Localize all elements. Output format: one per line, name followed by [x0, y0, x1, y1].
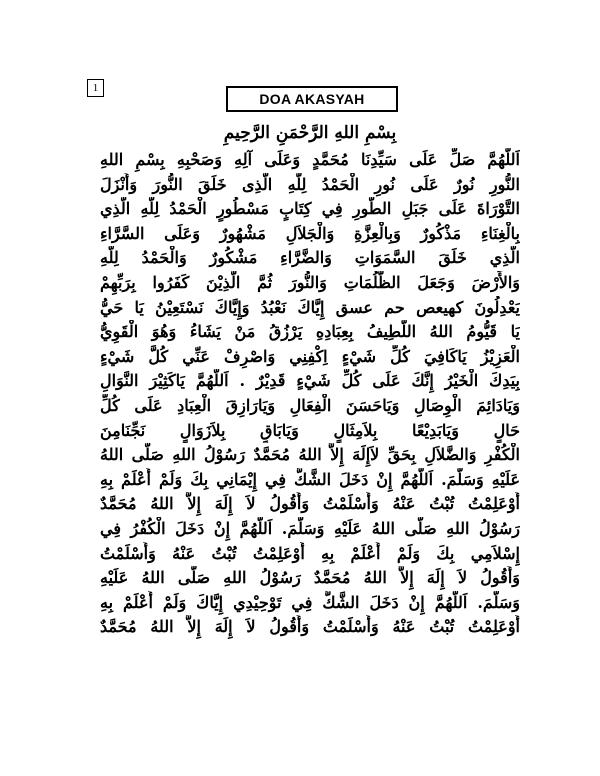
prayer-line: الْعَزِيْزُ يَاكَافِيَ كُلِّ شَيْءٍ اِكْفِنِي وَاصْرِفْ عَنِّي كُلَّ شَيْءٍ [100, 346, 520, 366]
prayer-line: وَسَلَّمَ. اَللَّهُمَّ إِنْ دَخَلَ الشَّكُّ فِي تَوْحِيْدِي إِيَّاكَ وَلَمْ أَعْلَمْ بِهِ [100, 592, 520, 612]
prayer-line: إِسْلاَمِي بِكَ وَلَمْ أَعْلَمْ بِهِ أَوْعَلِمْتُ تُبْتُ عَنْهُ وَأَسْلَمْتُ [100, 543, 520, 563]
document-title: DOA AKASYAH [226, 86, 398, 112]
basmala: بِسْمِ اللهِ الرَّحْمَنِ الرَّحِيمِ [223, 123, 397, 143]
prayer-line: وَأَقُولُ لاَ إِلَهَ إِلاَّ اللهُ مُحَمَّدٌ رَسُوْلُ اللهِ صَلَّى اللهُ عَلَيْهِ [100, 568, 520, 588]
prayer-line: اَللَّهُمَّ صَلِّ عَلَى سَيِّدِنَا مُحَمَّدٍ وَعَلَى آلِهِ وَصَحْبِهِ بِسْمِ اللهِ [100, 150, 520, 169]
prayer-line: التَّوْرَاةَ عَلَى جَبَلِ الطُّورِ فِي كِتَابٍ مَسْطُورٍ الْحَمْدُ لِلّهِ الَّذِي [100, 199, 520, 219]
page-number: 1 [87, 79, 104, 97]
prayer-line: رَسُوْلُ اللهِ صَلَّى اللهُ عَلَيْهِ وَسَلَّمَ. اَللَّهُمَّ إِنْ دَخَلَ الْكُفْرُ فِي [100, 518, 520, 538]
prayer-line: وَيَادَائِمَ الْوِصَالِ وَيَاحَسَنَ الْفِعَالِ وَيَارَازِقَ الْعِبَادِ عَلَى كُلِّ [100, 395, 520, 415]
prayer-line: أَوْعَلِمْتُ تُبْتُ عَنْهُ وَأَسْلَمْتُ وَأَقُولُ لاَ إِلَهَ إِلاَّ اللهُ مُحَمَّدٌ [100, 617, 520, 637]
prayer-line: بِالْغِنَاءِ مَذْكُورٌ وَبِالْعِزَّةِ وَالْجَلاَلِ مَشْهُورٌ وَعَلَى السَّرَّاءِ [100, 223, 520, 243]
prayer-line: حَالٍ وَيَابَدِيْعًا بِلاَمِثَالٍ وَيَابَاقٍ بِلاَزَوَالٍ نَجِّنَامِنَ [100, 420, 520, 440]
prayer-line: أَوْعَلِمْتُ تُبْتُ عَنْهُ وَأَسْلَمْتُ وَأَقُولُ لاَ إِلَهَ إِلاَّ اللهُ مُحَمَّدٌ [100, 494, 520, 514]
prayer-line: بِيَدِكَ الْخَيْرُ إِنَّكَ عَلَى كُلِّ شَيْءٍ قَدِيْرٌ . اَللَّهُمَّ يَاكَثِيْرَ النَّوَالِ [100, 371, 520, 391]
prayer-line: يَا قَيُّومُ اللهُ اللَّطِيفُ بِعِبَادِهِ يَرْزُقُ مَنْ يَشَاءُ وَهُوَ الْقَوِيُّ [100, 322, 520, 342]
prayer-line: الَّذِي خَلَقَ السَّمَوَاتِ وَالضَّرَّاءِ مَشْكُورٌ وَالْحَمْدُ لِلّهِ [100, 248, 520, 268]
prayer-line: عَلَيْهِ وَسَلَّمَ. اَللَّهُمَّ إِنْ دَخَلَ الشَّكُّ فِي إِيْمَانِي بِكَ وَلَمْ أَعْلَمْ بِهِ [100, 469, 520, 489]
prayer-text [100, 148, 520, 640]
prayer-line: وَالأَرْضَ وَجَعَلَ الظُّلُمَاتِ وَالنُّورَ ثُمَّ الَّذِيْنَ كَفَرُوا بِرَبِّهِمْ [100, 272, 520, 292]
prayer-line: النُّورِ نُورٌ عَلَى نُورِ الْحَمْدُ لِلّهِ الَّذِى خَلَقَ النُّورَ وَأَنْزَلَ [100, 174, 520, 194]
prayer-line: الْكُفْرِ وَالضَّلاَلِ بِحَقِّ لاَإِلَهَ إِلاَّ اللهُ مُحَمَّدٌ رَسُوْلُ اللهِ صَلَّى اللهُ [100, 445, 520, 465]
prayer-line: يَعْدِلُونَ كهيعص حم عسق إِيَّاكَ نَعْبُدُ وَإِيَّاكَ نَسْتَعِيْنُ يَا حَيُّ [100, 297, 520, 317]
